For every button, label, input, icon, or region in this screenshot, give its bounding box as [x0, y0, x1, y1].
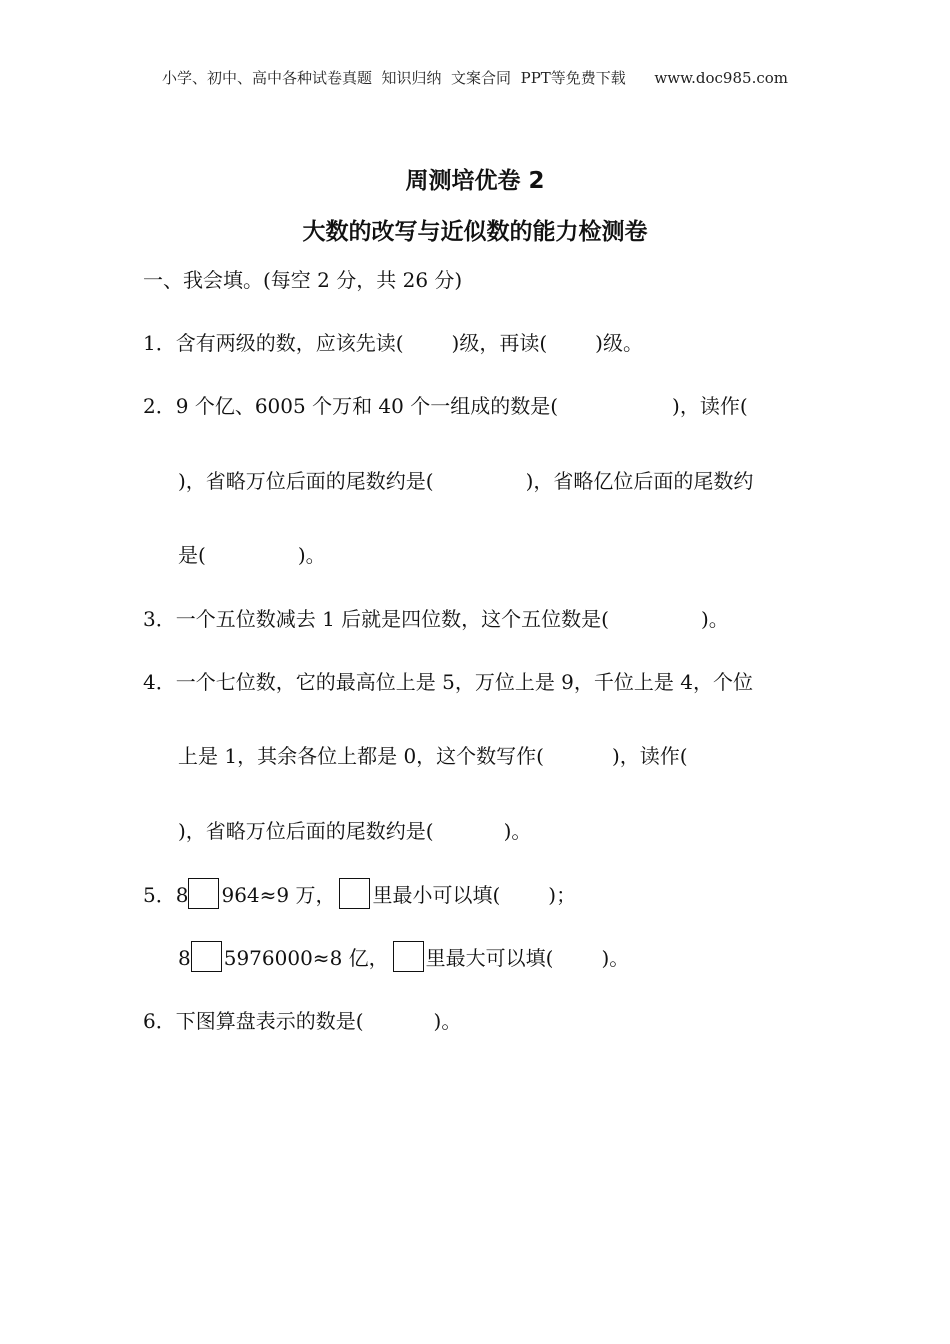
- q2-text-e: 是(: [178, 543, 206, 567]
- question-3: [143, 603, 729, 632]
- question-5-line-1: [143, 878, 576, 909]
- section-heading: 一、我会填。(每空 2 分，共 26 分): [143, 268, 463, 292]
- question-4-line-1: [143, 666, 753, 695]
- question-1: [143, 327, 643, 356]
- question-number: 1．: [143, 331, 176, 355]
- q3-text-a: 一个五位数减去 1 后就是四位数，这个五位数是(: [175, 607, 609, 631]
- q5-text: )。: [601, 946, 630, 970]
- title-line-2: 大数的改写与近似数的能力检测卷: [302, 219, 648, 245]
- q2-text-b: )，读作(: [672, 394, 748, 418]
- question-number: 4．: [143, 670, 176, 694]
- question-2-line-1: [143, 390, 748, 419]
- question-4-line-3: [178, 815, 531, 844]
- question-6: [143, 1005, 461, 1034]
- q5-text: 964≈9 万，: [221, 883, 336, 907]
- q2-text-a: 9 个亿、6005 个万和 40 个一组成的数是(: [175, 394, 559, 418]
- digit-box[interactable]: [191, 941, 222, 972]
- q1-text-c: )级。: [595, 331, 643, 355]
- q2-text-c: )，省略万位后面的尾数约是(: [178, 469, 434, 493]
- question-number: 5．: [143, 883, 176, 907]
- q5-text: 5976000≈8 亿，: [223, 946, 389, 970]
- page-header: 小学、初中、高中各种试卷真题 知识归纳 文案合同 PPT等免费下载 www.doc985.com: [161, 69, 788, 87]
- q4-text-e: )。: [503, 819, 532, 843]
- q5-text: 8: [178, 946, 191, 970]
- digit-box-symbol: [393, 941, 424, 972]
- question-2-line-3: [178, 539, 326, 568]
- question-number: 2．: [143, 394, 176, 418]
- q4-text-a: 一个七位数，它的最高位上是 5，万位上是 9，千位上是 4，个位: [175, 670, 753, 694]
- digit-box-symbol: [339, 878, 370, 909]
- question-5-line-2: [178, 941, 629, 972]
- q4-text-b: 上是 1，其余各位上都是 0，这个数写作(: [178, 744, 544, 768]
- q4-text-d: )，省略万位后面的尾数约是(: [178, 819, 434, 843]
- q5-text: 里最大可以填(: [425, 946, 554, 970]
- digit-box[interactable]: [188, 878, 219, 909]
- q5-text: 里最小可以填(: [372, 883, 501, 907]
- q4-text-c: )，读作(: [611, 744, 688, 768]
- q1-text-b: )级，再读(: [451, 331, 548, 355]
- q6-text-a: 下图算盘表示的数是(: [175, 1009, 364, 1033]
- q2-text-d: )，省略亿位后面的尾数约: [525, 469, 754, 493]
- question-2-line-2: [178, 465, 753, 494]
- question-number: 6．: [143, 1009, 176, 1033]
- q2-text-f: )。: [297, 543, 326, 567]
- question-number: 3．: [143, 607, 176, 631]
- q3-text-b: )。: [700, 607, 729, 631]
- q6-text-b: )。: [433, 1009, 462, 1033]
- q5-text: 8: [175, 883, 189, 907]
- q1-text-a: 含有两级的数，应该先读(: [175, 331, 404, 355]
- title-line-1: 周测培优卷 2: [405, 168, 545, 194]
- question-4-line-2: [178, 740, 688, 769]
- q5-text: )；: [548, 883, 577, 907]
